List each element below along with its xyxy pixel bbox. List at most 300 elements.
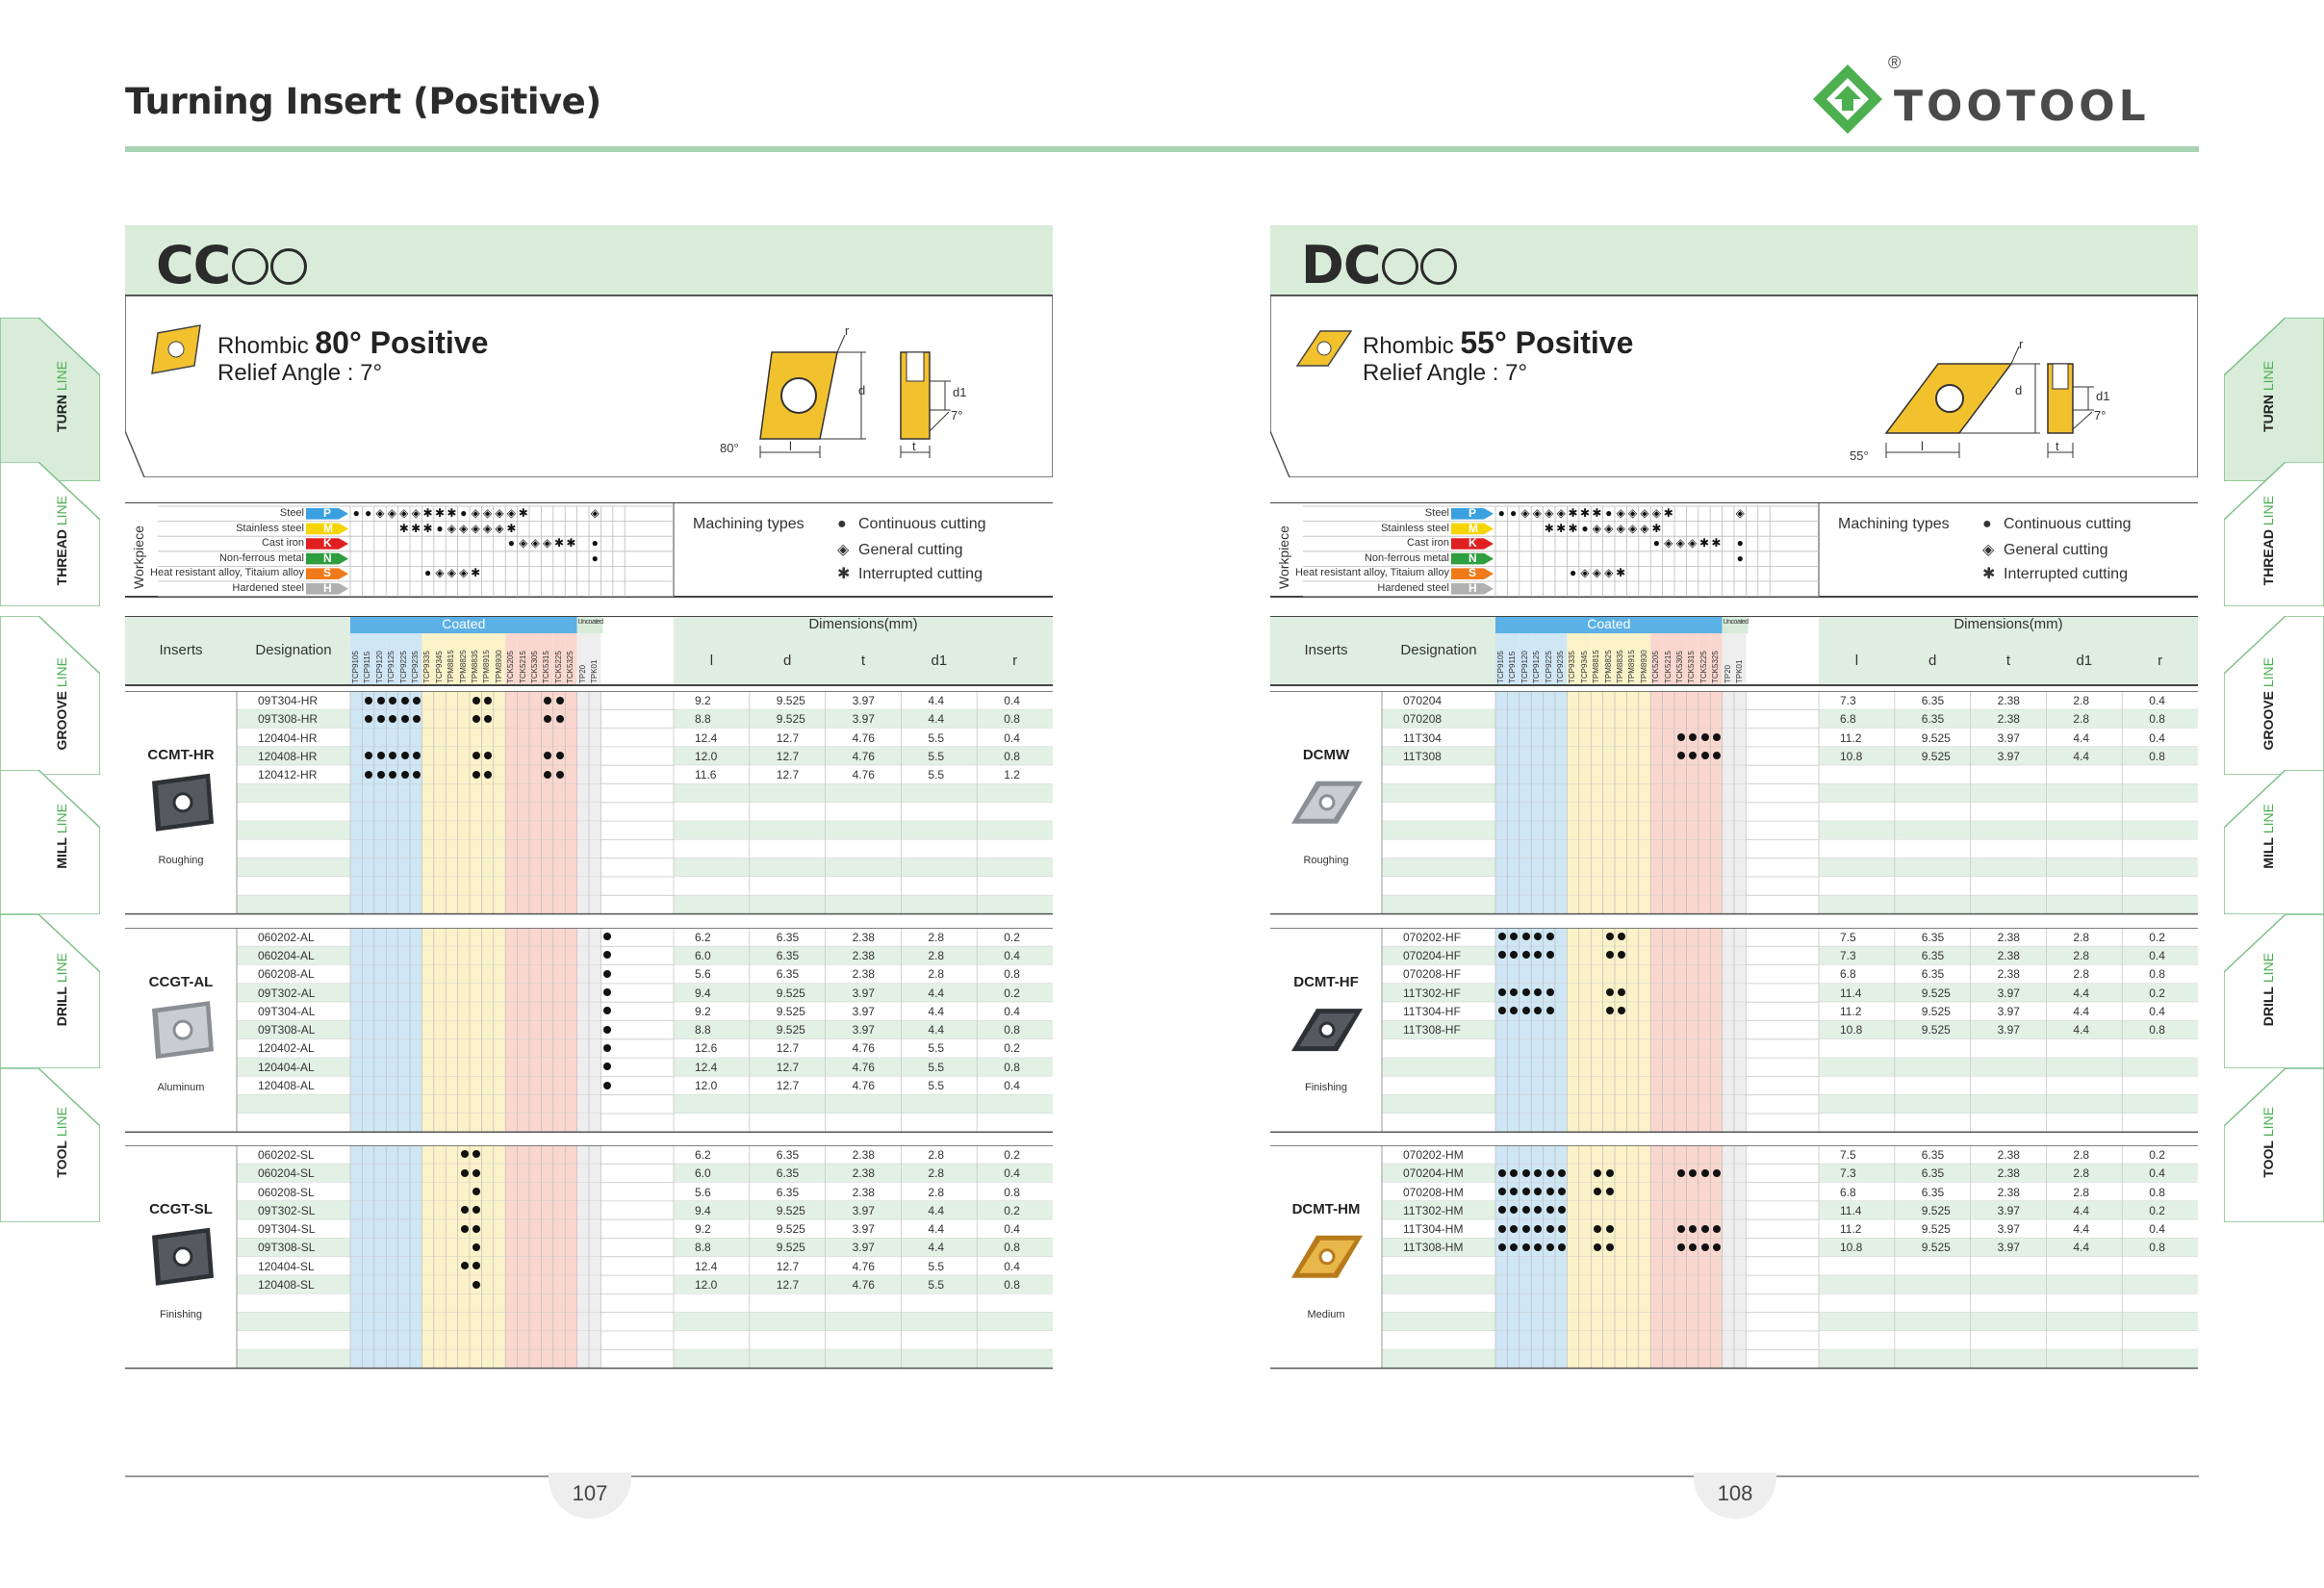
side-tab-label <box>54 361 69 432</box>
grade-availability-dot <box>1522 933 1530 940</box>
designation-cell: 11T304-HM <box>1403 1222 1464 1237</box>
grade-availability-dot <box>472 1169 480 1177</box>
dim-value-cell: 0.8 <box>2149 749 2165 763</box>
dim-value-cell: 2.8 <box>928 1166 945 1181</box>
workpiece-mark: ◈ <box>1616 506 1625 520</box>
dim-value-cell: 0.8 <box>1004 1241 1020 1255</box>
dim-value-cell: 12.7 <box>776 749 800 763</box>
workpiece-table <box>125 502 1053 599</box>
side-tab-drill[interactable] <box>2224 914 2324 1068</box>
grade-column-label: TCK5205 <box>1651 651 1661 683</box>
grade-column-label: TCP9125 <box>1532 651 1542 683</box>
grade-availability-dot <box>389 697 396 704</box>
workpiece-mark: ◈ <box>471 521 480 535</box>
designation-cell: 070208 <box>1403 712 1443 727</box>
grade-availability-dot <box>556 715 564 723</box>
insert-code-text: CC <box>156 235 231 295</box>
dim-value-cell: 3.97 <box>1997 986 2020 1000</box>
dim-value-cell: 2.38 <box>852 1185 875 1199</box>
side-tab-turn[interactable] <box>0 318 100 481</box>
dim-value-cell: 4.76 <box>852 1079 875 1092</box>
insert-code-text: DC <box>1301 235 1381 295</box>
grade-availability-dot <box>1558 1188 1566 1195</box>
dim-value-cell: 5.5 <box>928 749 945 763</box>
header-uncoated: Uncoated <box>1723 619 1749 626</box>
insert-type-name: DCMT-HF <box>1293 973 1359 990</box>
workpiece-mark: ◈ <box>1545 506 1554 520</box>
dim-value-cell: 12.0 <box>695 1278 718 1292</box>
grade-availability-dot <box>1546 1206 1554 1214</box>
designation-cell: 09T304-HR <box>258 694 319 707</box>
header-designation: Designation <box>1400 642 1477 658</box>
grade-column-label: TPM8835 <box>471 650 479 683</box>
grade-column-label: TCK5305 <box>530 651 539 683</box>
grade-availability-dot <box>472 1243 480 1251</box>
workpiece-code: P <box>323 506 332 520</box>
grade-availability-dot <box>1522 1243 1530 1251</box>
shape-info-box <box>125 295 1053 475</box>
grade-availability-dot <box>1677 1243 1685 1251</box>
dim-value-cell: 2.8 <box>2073 694 2090 707</box>
workpiece-mark: ✱ <box>434 506 446 520</box>
dim-value-cell: 4.4 <box>928 712 945 727</box>
insert-caption: Medium <box>1307 1308 1345 1320</box>
grade-availability-dot <box>1546 988 1554 996</box>
dim-value-cell: 9.525 <box>776 1023 805 1037</box>
workpiece-mark: ✱ <box>1568 521 1578 535</box>
designation-cell: 09T308-AL <box>258 1023 316 1037</box>
grade-availability-dot <box>1701 1243 1709 1251</box>
designation-cell: 070208-HF <box>1403 967 1462 982</box>
diagram-label-l: l <box>1921 439 1924 453</box>
workpiece-mark: ◈ <box>1651 506 1661 520</box>
side-tab-word: DRILL <box>2260 986 2276 1027</box>
grade-availability-dot <box>472 771 480 779</box>
side-tab-label <box>54 1107 69 1178</box>
machining-type-label: Continuous cutting <box>2004 516 2132 532</box>
side-tab-drill[interactable] <box>0 914 100 1068</box>
workpiece-mark: ✱ <box>566 536 576 551</box>
dim-value-cell: 2.8 <box>2073 1185 2090 1199</box>
workpiece-code: K <box>323 536 332 551</box>
page-number-left: 107 <box>549 1473 631 1519</box>
workpiece-mark: ◈ <box>1592 521 1601 535</box>
dim-value-cell: 12.4 <box>695 1060 718 1074</box>
side-tab-mill[interactable] <box>2224 770 2324 914</box>
workpiece-label: Workpiece <box>1276 525 1291 589</box>
code-placeholder-circle <box>1382 248 1418 285</box>
dim-value-cell: 2.38 <box>852 930 875 944</box>
workpiece-mark: ◈ <box>1520 506 1530 520</box>
grade-availability-dot <box>1522 1225 1530 1233</box>
dim-value-cell: 0.8 <box>1004 1023 1020 1037</box>
grade-availability-dot <box>472 1188 480 1195</box>
grade-availability-dot <box>1606 1225 1614 1233</box>
dim-value-cell: 9.2 <box>695 1222 711 1237</box>
machining-type-symbol-icon: ● <box>1982 516 1992 532</box>
workpiece-mark: ✱ <box>422 521 433 535</box>
diagram-label-r: r <box>2019 337 2024 351</box>
side-tab-suffix: LINE <box>2260 656 2276 687</box>
side-tab-shape <box>0 914 100 1068</box>
workpiece-mark: ◈ <box>459 521 469 535</box>
machining-type-label: Interrupted cutting <box>858 566 983 582</box>
side-tab-suffix: LINE <box>54 656 69 687</box>
grade-column-label: TCP9120 <box>1520 651 1529 683</box>
grade-availability-dot <box>365 697 372 704</box>
grade-availability-dot <box>1689 1225 1697 1233</box>
page-title: Turning Insert (Positive) <box>125 81 601 122</box>
side-tab-word: GROOVE <box>2260 690 2276 750</box>
workpiece-mark: ◈ <box>1687 536 1698 551</box>
grade-availability-dot <box>556 697 564 704</box>
grade-availability-dot <box>556 771 564 779</box>
dim-value-cell: 10.8 <box>1840 749 1863 763</box>
designation-cell: 070202-HM <box>1403 1147 1464 1162</box>
side-tab-word: THREAD <box>54 529 69 586</box>
dim-value-cell: 4.4 <box>928 1004 945 1018</box>
grade-column-label: TPM8930 <box>1639 650 1648 683</box>
grade-column-label: TCK5225 <box>1698 651 1708 683</box>
dim-value-cell: 4.76 <box>852 1041 875 1056</box>
designation-cell: 120404-AL <box>258 1060 315 1074</box>
dim-value-cell: 0.8 <box>2149 1185 2165 1199</box>
footer-rule <box>125 1475 2199 1477</box>
grade-availability-dot <box>1522 988 1530 996</box>
side-tab-suffix: LINE <box>54 496 69 526</box>
side-tab-word: THREAD <box>2260 529 2276 586</box>
dim-value-cell: 0.4 <box>1004 694 1020 707</box>
grade-availability-dot <box>1546 1243 1554 1251</box>
side-tab-word: MILL <box>2260 837 2276 869</box>
side-tab-word: GROOVE <box>54 690 69 750</box>
tootool-logo-icon <box>1809 61 1886 138</box>
grade-column-label: TP20 <box>1723 664 1732 683</box>
workpiece-table <box>1270 502 2198 599</box>
insert-type-name: DCMW <box>1302 746 1350 763</box>
dim-value-cell: 0.4 <box>1004 1079 1020 1092</box>
side-tab-label <box>54 496 69 585</box>
header-dim-d1: d1 <box>2076 653 2093 669</box>
dim-value-cell: 6.8 <box>1840 1185 1856 1199</box>
side-tab-turn[interactable] <box>2224 318 2324 481</box>
dim-value-cell: 9.2 <box>695 694 711 707</box>
insert-data-table <box>125 616 1053 1386</box>
designation-cell: 070208-HM <box>1403 1185 1464 1199</box>
dim-value-cell: 0.2 <box>1004 1041 1020 1056</box>
designation-cell: 09T302-AL <box>258 986 316 1000</box>
workpiece-mark: ◈ <box>482 521 493 535</box>
diagram-label-d: d <box>858 383 866 397</box>
workpiece-mark: ◈ <box>447 521 456 535</box>
workpiece-mark: ◈ <box>542 536 552 551</box>
grade-availability-dot <box>461 1225 469 1233</box>
dim-value-cell: 0.4 <box>2149 730 2165 745</box>
insert-caption: Finishing <box>1304 1081 1348 1093</box>
dim-value-cell: 0.8 <box>2149 967 2165 982</box>
dim-value-cell: 2.8 <box>928 1185 945 1199</box>
dim-value-cell: 3.97 <box>852 1023 875 1037</box>
dim-value-cell: 2.8 <box>2073 712 2090 727</box>
machining-type-item <box>837 516 986 533</box>
diagram-label-t: t <box>912 439 916 453</box>
dim-value-cell: 9.525 <box>776 1241 805 1255</box>
side-tab-thread[interactable] <box>0 462 100 606</box>
side-tab-word: MILL <box>54 837 69 869</box>
dim-value-cell: 4.76 <box>852 1060 875 1074</box>
workpiece-mark: ✱ <box>553 536 565 551</box>
dim-value-cell: 12.4 <box>695 730 718 745</box>
insert-caption: Aluminum <box>157 1081 205 1093</box>
grade-availability-dot <box>1558 1169 1566 1177</box>
designation-cell: 09T304-SL <box>258 1222 316 1237</box>
dim-value-cell: 0.2 <box>2149 986 2165 1000</box>
side-tab-suffix: LINE <box>2260 361 2276 392</box>
workpiece-mark: ✱ <box>1663 506 1673 520</box>
grade-column-label: TCP9120 <box>374 651 384 683</box>
machining-types-title: Machining types <box>693 516 804 532</box>
grade-availability-dot <box>1677 1169 1685 1177</box>
dim-value-cell: 3.97 <box>852 1222 875 1237</box>
dim-value-cell: 4.4 <box>928 694 945 707</box>
workpiece-mark: ◈ <box>471 506 480 520</box>
dim-value-cell: 5.5 <box>928 1060 945 1074</box>
dim-value-cell: 9.525 <box>1921 1023 1951 1037</box>
machining-type-symbol-icon: ✱ <box>1982 566 1996 582</box>
header-dim-r: r <box>2158 653 2163 669</box>
side-tab-mill[interactable] <box>0 770 100 914</box>
grade-column-label: TCK5215 <box>1663 651 1673 683</box>
dim-value-cell: 7.3 <box>1840 948 1856 962</box>
side-tab-suffix: LINE <box>54 804 69 834</box>
designation-cell: 120408-SL <box>258 1278 315 1292</box>
side-tab-groove[interactable] <box>0 616 100 775</box>
dim-value-cell: 6.35 <box>1921 1185 1945 1199</box>
dim-value-cell: 0.2 <box>1004 930 1020 944</box>
grade-availability-dot <box>413 697 421 704</box>
dim-value-cell: 7.5 <box>1840 1147 1856 1162</box>
shape-prefix: Rhombic <box>1363 333 1454 359</box>
grade-availability-dot <box>401 715 409 723</box>
workpiece-code: M <box>323 521 333 535</box>
header-dim-t: t <box>860 653 866 669</box>
machining-types-legend <box>1838 516 2184 593</box>
dim-value-cell: 2.8 <box>2073 948 2090 962</box>
workpiece-mark: ◈ <box>399 506 409 520</box>
dim-value-cell: 0.4 <box>1004 1259 1020 1273</box>
panel-header <box>1270 225 2198 295</box>
grade-availability-dot <box>1498 1169 1506 1177</box>
workpiece-mark: ◈ <box>1627 521 1638 535</box>
workpiece-mark: ◈ <box>1580 566 1590 580</box>
grade-availability-dot <box>1522 1169 1530 1177</box>
dim-value-cell: 10.8 <box>1840 1241 1863 1255</box>
workpiece-mark: ◈ <box>459 566 469 580</box>
dim-value-cell: 12.7 <box>776 1079 800 1092</box>
grade-availability-dot <box>603 1026 611 1034</box>
workpiece-mark: ● <box>352 506 360 520</box>
dim-value-cell: 4.76 <box>852 1259 875 1273</box>
dim-value-cell: 6.35 <box>1921 694 1945 707</box>
dim-value-cell: 4.76 <box>852 768 875 782</box>
workpiece-mark: ✱ <box>447 506 457 520</box>
header-dim-t: t <box>2005 653 2011 669</box>
machining-type-symbol-icon: ✱ <box>837 566 851 582</box>
side-tab-label <box>2260 361 2276 432</box>
dim-value-cell: 4.4 <box>2073 1222 2090 1237</box>
dim-value-cell: 9.525 <box>776 1222 805 1237</box>
grade-availability-dot <box>1713 1225 1721 1233</box>
dim-value-cell: 7.3 <box>1840 694 1856 707</box>
dim-value-cell: 0.2 <box>1004 1203 1020 1217</box>
grade-column-label: TCP9105 <box>1496 651 1505 683</box>
workpiece-mark: ◈ <box>1556 506 1566 520</box>
header-dim-d: d <box>1928 653 1937 669</box>
workpiece-code: H <box>1468 581 1477 595</box>
grade-availability-dot <box>377 771 385 779</box>
machining-type-item <box>837 564 983 583</box>
dim-value-cell: 12.0 <box>695 749 718 763</box>
workpiece-name: Cast iron <box>1406 537 1449 550</box>
dim-value-cell: 0.4 <box>1004 1222 1020 1237</box>
workpiece-mark: ● <box>1736 536 1744 551</box>
workpiece-mark: ◈ <box>1640 521 1649 535</box>
workpiece-mark: ◈ <box>1604 566 1614 580</box>
dim-value-cell: 2.38 <box>1997 1185 2020 1199</box>
workpiece-mark: ◈ <box>1664 536 1673 551</box>
shape-prefix: Rhombic <box>217 333 309 359</box>
workpiece-name: Stainless steel <box>236 522 304 534</box>
side-tab-thread[interactable] <box>2224 462 2324 606</box>
workpiece-mark: ◈ <box>447 566 456 580</box>
dim-value-cell: 5.5 <box>928 1079 945 1092</box>
header-rule <box>125 146 2199 152</box>
grade-availability-dot <box>544 697 551 704</box>
dim-value-cell: 0.2 <box>1004 986 1020 1000</box>
grade-column-label: TCP9335 <box>1568 651 1577 683</box>
machining-type-label: General cutting <box>2004 542 2108 558</box>
header-dim-l: l <box>709 653 714 669</box>
side-tab-tool[interactable] <box>0 1068 100 1222</box>
grade-availability-dot <box>1594 1225 1601 1233</box>
machining-types-legend <box>693 516 1039 593</box>
grade-availability-dot <box>1701 1169 1709 1177</box>
designation-cell: 120408-HR <box>258 749 318 763</box>
side-tab-tool[interactable] <box>2224 1068 2324 1222</box>
grade-availability-dot <box>413 715 421 723</box>
workpiece-mark: ◈ <box>1627 506 1638 520</box>
dim-value-cell: 10.8 <box>1840 1023 1863 1037</box>
diagram-angle-label: 80° <box>720 441 739 455</box>
dim-value-cell: 3.97 <box>1997 730 2020 745</box>
dim-value-cell: 5.6 <box>695 1185 711 1199</box>
workpiece-mark: ✱ <box>471 566 481 580</box>
dim-value-cell: 12.7 <box>776 768 800 782</box>
dim-value-cell: 6.35 <box>776 1166 800 1181</box>
registered-mark: ® <box>1888 53 1902 72</box>
designation-cell: 09T302-SL <box>258 1203 316 1217</box>
designation-cell: 11T308-HF <box>1403 1023 1461 1037</box>
grade-availability-dot <box>389 715 396 723</box>
dim-value-cell: 4.76 <box>852 730 875 745</box>
dim-value-cell: 2.38 <box>1997 967 2020 982</box>
diagram-angle-label: 55° <box>1850 448 1869 463</box>
grade-availability-dot <box>1606 1007 1614 1014</box>
grade-availability-dot <box>401 697 409 704</box>
designation-cell: 11T304-HF <box>1403 1004 1461 1018</box>
side-tab-groove[interactable] <box>2224 616 2324 775</box>
dim-value-cell: 11.4 <box>1840 1203 1862 1217</box>
dim-value-cell: 11.6 <box>695 768 717 782</box>
panel-cc <box>125 225 1053 1320</box>
dim-value-cell: 4.4 <box>2073 1023 2090 1037</box>
insert-data-table <box>1270 616 2198 1386</box>
side-tab-shape <box>0 318 100 481</box>
dim-value-cell: 3.97 <box>852 712 875 727</box>
dim-value-cell: 0.4 <box>2149 1222 2165 1237</box>
designation-cell: 060208-SL <box>258 1185 315 1199</box>
insert-caption: Finishing <box>159 1308 203 1320</box>
grade-availability-dot <box>472 697 480 704</box>
dim-value-cell: 3.97 <box>852 1203 875 1217</box>
dim-value-cell: 9.525 <box>1921 986 1951 1000</box>
dim-value-cell: 6.8 <box>1840 712 1856 727</box>
diagram-label-seven: 7° <box>951 408 963 423</box>
dim-value-cell: 5.5 <box>928 1041 945 1056</box>
workpiece-name: Non-ferrous metal <box>1364 551 1449 564</box>
dim-value-cell: 2.38 <box>852 1166 875 1181</box>
grade-availability-dot <box>401 771 409 779</box>
grade-availability-dot <box>377 697 385 704</box>
relief-angle: Relief Angle : 7° <box>217 360 383 386</box>
grade-column-label: TCP9125 <box>387 651 396 683</box>
brand-logo <box>1809 53 2199 140</box>
header-dimensions: Dimensions(mm) <box>808 616 918 632</box>
dim-value-cell: 4.4 <box>928 1023 945 1037</box>
dim-value-cell: 0.2 <box>2149 930 2165 944</box>
machining-type-item <box>1982 516 2132 533</box>
dim-value-cell: 0.4 <box>1004 730 1020 745</box>
dim-value-cell: 4.4 <box>2073 986 2090 1000</box>
grade-column-label: TPM8915 <box>482 650 492 683</box>
grade-column-label: TCK5215 <box>518 651 527 683</box>
dim-value-cell: 0.8 <box>1004 1185 1020 1199</box>
dim-value-cell: 9.525 <box>1921 730 1951 745</box>
insert-type-name: CCGT-AL <box>148 973 214 990</box>
diagram-label-d1: d1 <box>2096 389 2110 403</box>
insert-caption: Roughing <box>1303 854 1349 866</box>
dim-value-cell: 12.7 <box>776 1041 800 1056</box>
grade-availability-dot <box>1713 1169 1721 1177</box>
designation-cell: 120404-HR <box>258 730 318 745</box>
dim-value-cell: 2.38 <box>852 1147 875 1162</box>
grade-availability-dot <box>461 1206 469 1214</box>
dim-value-cell: 2.38 <box>1997 930 2020 944</box>
dim-value-cell: 2.38 <box>852 967 875 982</box>
dim-value-cell: 11.2 <box>1840 1004 1862 1018</box>
machining-type-label: General cutting <box>858 542 963 558</box>
header-dimensions: Dimensions(mm) <box>1954 616 2063 632</box>
workpiece-name: Steel <box>1424 507 1449 519</box>
designation-cell: 060202-SL <box>258 1147 315 1162</box>
designation-cell: 060204-AL <box>258 948 315 962</box>
designation-cell: 120404-SL <box>258 1259 315 1273</box>
designation-cell: 11T308-HM <box>1403 1241 1464 1255</box>
grade-column-label: TP20 <box>577 664 587 683</box>
workpiece-mark: ✱ <box>1698 536 1710 551</box>
header-dim-d1: d1 <box>931 653 948 669</box>
diagram-label-l: l <box>789 439 792 453</box>
